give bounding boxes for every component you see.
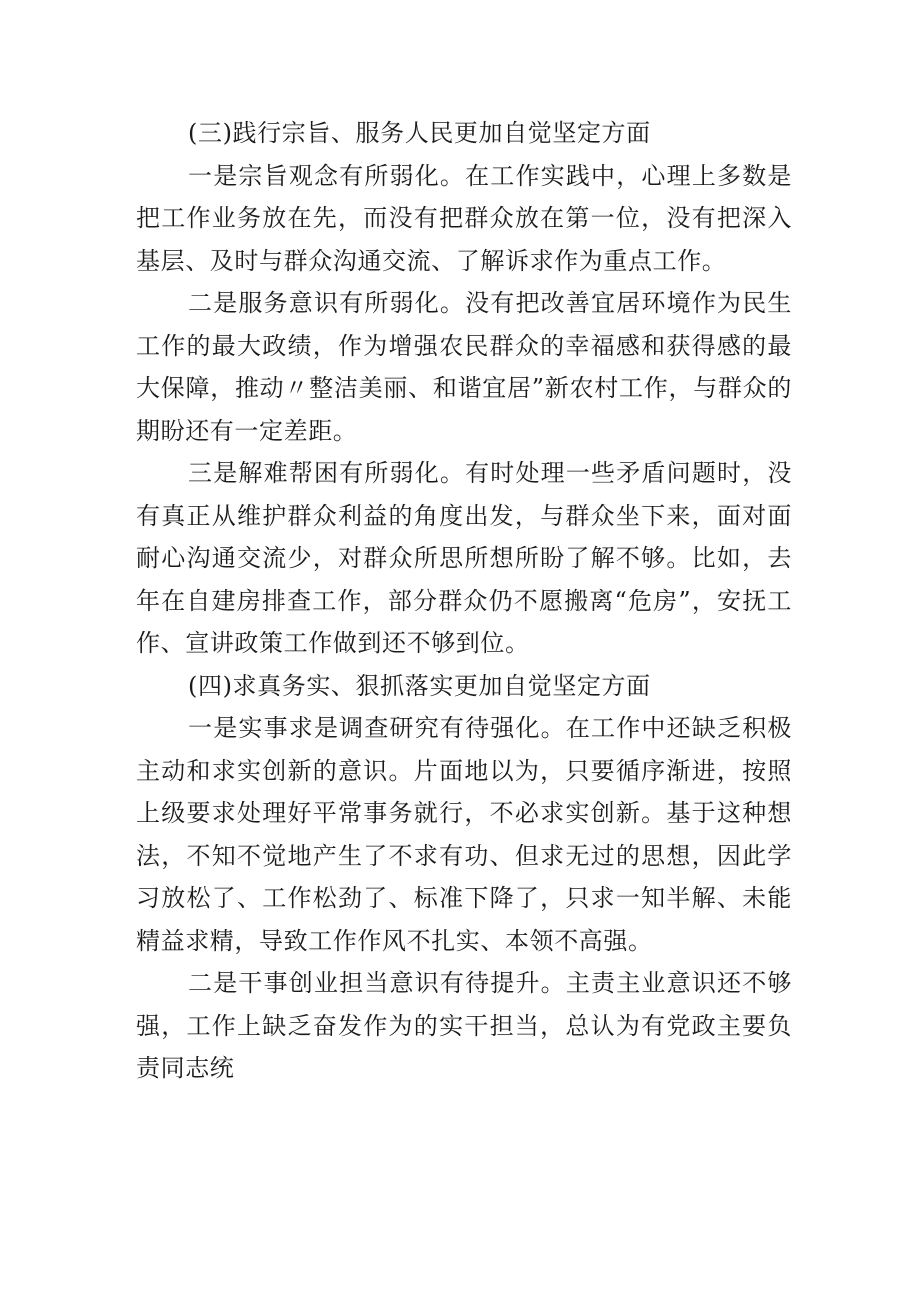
paragraph-purpose-awareness: 一是宗旨观念有所弱化。在工作实践中，心理上多数是把工作业务放在先，而没有把群众放在第一位，没有把深入基层、及时与群众沟通交流、了解诉求作为重点工作。 — [136, 161, 792, 275]
paragraph-problem-solving: 三是解难帮困有所弱化。有时处理一些矛盾问题时，没有真正从维护群众利益的角度出发，与群众坐下来，面对面耐心沟通交流少，对群众所思所想所盼了解不够。比如，去年在自建房排查工作，部分群众仍不愿搬离“危房”，安抚工作、宣讲政策工作做到还不够到位。 — [136, 459, 792, 657]
document-body — [136, 112, 792, 1090]
paragraph-service-awareness: 二是服务意识有所弱化。没有把改善宜居环境作为民生工作的最大政绩，作为增强农民群众的幸福感和获得感的最大保障，推动〃整洁美丽、和谐宜居”新农村工作，与群众的期盼还有一定差距。 — [136, 289, 792, 445]
paragraph-responsibility: 二是干事创业担当意识有待提升。主责主业意识还不够强，工作上缺乏奋发作为的实干担当，总认为有党政主要负责同志统 — [136, 969, 792, 1082]
section-heading-three: (三)践行宗旨、服务人民更加自觉坚定方面 — [188, 119, 651, 147]
section-heading-four: (四)求真务实、狠抓落实更加自觉坚定方面 — [188, 671, 651, 700]
paragraph-research: 一是实事求是调查研究有待强化。在工作中还缺乏积极主动和求实创新的意识。片面地以为，只要循序渐进，按照上级要求处理好平常事务就行，不必求实创新。基于这种想法，不知不觉地产生了不求有功、但求无过的思想，因此学习放松了、工作松劲了、标准下降了，只求一知半解、未能精益求精，导致工作作风不扎实、本领不高强。 — [136, 714, 792, 955]
